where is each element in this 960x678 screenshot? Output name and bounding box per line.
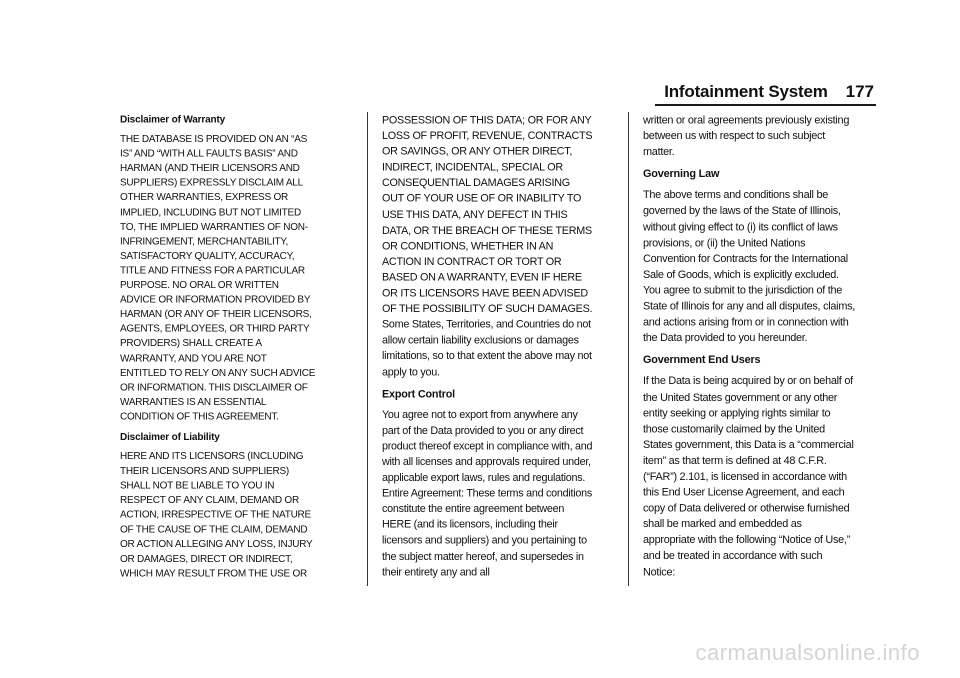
heading-disclaimer-of-warranty: Disclaimer of Warranty — [120, 113, 226, 125]
page-header — [664, 82, 874, 102]
header-rule — [655, 104, 876, 106]
text-column-1 — [120, 112, 315, 586]
paragraph: The above terms and conditions shall be governed by the laws of the State of Illinois, without giving effect to (i) its conflict of laws provisions, or (ii) the United Nations Convention for Contracts for the International Sale of Goods, which is explicitly excluded. You agree to submit to the jurisdiction of the State of Illinois for any and all disputes, claims, and actions arising from or in connection with the Data provided to you hereunder. — [643, 188, 856, 344]
paragraph: THE DATABASE IS PROVIDED ON AN “AS IS” AND “WITH ALL FAULTS BASIS” AND HARMAN (AND THEIR LICENSORS AND SUPPLIERS) EXPRESSLY DISCLAIM ALL OTHER WARRANTIES, EXPRESS OR IMPLIED, INCLUDING BUT NOT LIMITED TO, THE IMPLIED WARRANTIES OF NON-INFRINGEMENT, MERCHANTABILITY, SATISFACTORY QUALITY, ACCURACY, TITLE AND FITNESS FOR A PARTICULAR PURPOSE. NO ORAL OR WRITTEN ADVICE OR INFORMATION PROVIDED BY HARMAN (OR ANY OF THEIR LICENSORS, AGENTS, EMPLOYEES, OR THIRD PARTY PROVIDERS) SHALL CREATE A WARRANTY, AND YOU ARE NOT ENTITLED TO RELY ON ANY SUCH ADVICE OR INFORMATION. THIS DISCLAIMER OF WARRANTIES IS AN ESSENTIAL CONDITION OF THIS AGREEMENT. — [120, 133, 316, 422]
watermark: carmanualsonline.info — [695, 640, 920, 665]
page-number: 177 — [845, 82, 874, 101]
text-column-2 — [382, 112, 592, 586]
text-column-3 — [643, 112, 855, 586]
paragraph: If the Data is being acquired by or on behalf of the United States government or any other entity seeking or applying rights similar to those customarily claimed by the United States government, this Data is a “commercial item” as that term is defined at 48 C.F.R. (“FAR”) 2.101, is licensed in accordance with this End User License Agreement, and each copy of Data delivered or otherwise furnished shall be marked and embedded as appropriate with the following “Notice of Use,” and be treated in accordance with such Notice: — [643, 374, 854, 578]
column-divider-1 — [367, 112, 368, 586]
paragraph: HERE AND ITS LICENSORS (INCLUDING THEIR LICENSORS AND SUPPLIERS) SHALL NOT BE LIABLE TO YOU IN RESPECT OF ANY CLAIM, DEMAND OR ACTION, IRRESPECTIVE OF THE NATURE OF THE CAUSE OF THE CLAIM, DEMAND OR ACTION ALLEGING ANY LOSS, INJURY OR DAMAGES, DIRECT OR INDIRECT, WHICH MAY RESULT FROM THE USE OR — [120, 450, 313, 579]
paragraph: written or oral agreements previously existing between us with respect to such subject matter. — [643, 113, 850, 158]
paragraph: POSSESSION OF THIS DATA; OR FOR ANY LOSS OF PROFIT, REVENUE, CONTRACTS OR SAVINGS, OR ANY OTHER DIRECT, INDIRECT, INCIDENTAL, SPECIAL OR CONSEQUENTIAL DAMAGES ARISING OUT OF YOUR USE OF OR INABILITY TO USE THIS DATA, ANY DEFECT IN THIS DATA, OR THE BREACH OF THESE TERMS OR CONDITIONS, WHETHER IN AN ACTION IN CONTRACT OR TORT OR BASED ON A WARRANTY, EVEN IF HERE OR ITS LICENSORS HAVE BEEN ADVISED OF THE POSSIBILITY OF SUCH DAMAGES. Some States, Territories, and Countries do not allow certain liability exclusions or damages limitations, so to that extent the above may not apply to you. — [382, 113, 593, 378]
heading-export-control: Export Control — [382, 387, 456, 400]
heading-government-end-users: Government End Users — [643, 353, 761, 366]
heading-disclaimer-of-liability: Disclaimer of Liability — [120, 430, 220, 443]
section-title: Infotainment System — [664, 82, 828, 101]
paragraph: You agree not to export from anywhere any part of the Data provided to you or any direct product thereof except in compliance with, and with all licenses and approvals required under, applicable export laws, rules and regulations. Entire Agreement: These terms and conditions constitute the entire agreement between HERE (and its licensors, including their licensors and suppliers) and you pertaining to the subject matter hereof, and supersedes in their entirety any and all — [382, 408, 593, 578]
heading-governing-law: Governing Law — [643, 167, 720, 180]
column-divider-2 — [628, 112, 629, 586]
